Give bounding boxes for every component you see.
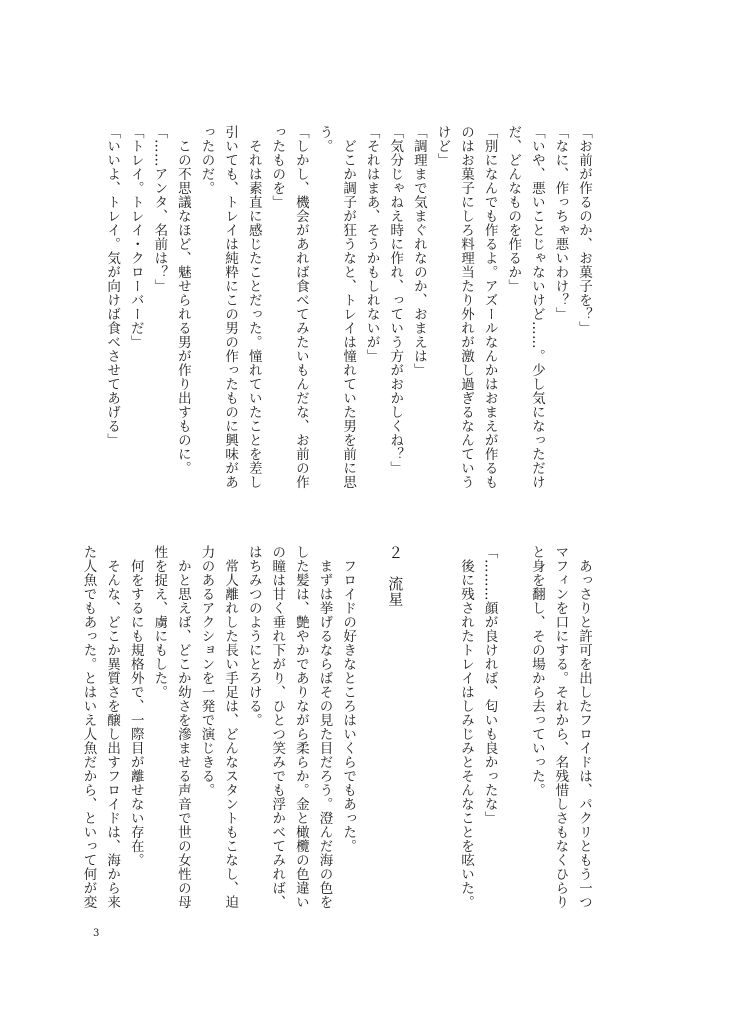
text-line: 常人離れした長い手足は、どんなスタントもこなし、迫	[222, 545, 239, 909]
section-heading: ２ 流星	[386, 545, 405, 607]
text-line: 後に残されたトレイはしみじみとそんなことを呟いた。	[458, 545, 475, 909]
text-line: あっさりと許可を出したフロイドは、パクリともう一つ	[576, 545, 592, 909]
text-line	[359, 545, 383, 900]
text-line: どこか調子が狂うなと、トレイは憧れていた男を前に思	[340, 125, 357, 489]
text-line: 「トレイ。トレイ・クローバーだ」	[127, 125, 144, 349]
text-line: 「別になんでも作るよ。アズールなんかはおまえが作るも	[481, 125, 498, 489]
text-line: う。	[316, 125, 333, 153]
text-line: の瞳は甘く垂れ下がり、ひとつ笑みでも浮かべてみれば、	[269, 545, 286, 909]
text-line: 「お前が作るのか、お菓子を？」	[576, 125, 592, 335]
text-line: ったものを」	[269, 125, 286, 209]
text-line: フロイドの好きなところはいくらでもあった。	[340, 545, 357, 853]
text-line: 「いや、悪いことじゃないけど……。少し気になっただけ	[528, 125, 545, 489]
text-line: だ、どんなものを作るか」	[505, 125, 522, 293]
text-line: 「調理まで気まぐれなのか、おまえは」	[410, 125, 427, 377]
text-line: 「いいよ、トレイ。気が向けば食べさせてあげる」	[104, 125, 121, 447]
text-line: 「……アンタ、名前は？」	[151, 125, 168, 293]
text-line: そんな、どこか異質さを醸し出すフロイドは、海から来	[104, 545, 121, 909]
text-block-top	[100, 125, 595, 489]
text-line	[430, 545, 454, 900]
page-number: 3	[93, 928, 100, 939]
text-line: と身を翻し、その場から去っていった。	[528, 545, 545, 797]
text-block-bottom	[76, 545, 595, 909]
text-line: 何をするにも規格外で、一際目が離せない存在。	[127, 545, 144, 867]
text-line: この不思議なほど、魅せられる男が作り出すものに。	[174, 125, 191, 475]
text-line	[501, 545, 525, 900]
text-line: まずは挙げるならばその見た目だろう。澄んだ海の色を	[316, 545, 333, 909]
text-line: 「しかし、機会があれば食べてみたいもんだな、お前の作	[292, 125, 309, 489]
text-line: マフィンを口にする。それから、名残惜しさもなくひらり	[552, 545, 569, 909]
text-line	[406, 545, 430, 900]
text-line: 力のあるアクションを一発で演じきる。	[198, 545, 215, 797]
text-line: けど」	[434, 125, 451, 167]
text-line: 引いても、トレイは純粋にこの男の作ったものに興味があ	[222, 125, 239, 489]
text-line: 「それはまあ、そうかもしれないが」	[363, 125, 380, 363]
text-line: 「気分じゃねえ時に作れ、っていう方がおかしくね？」	[387, 125, 404, 475]
text-line: 「………顔が良ければ、匂いも良かったな」	[481, 545, 498, 825]
text-line: かと思えば、どこか幼さを滲ませる声音で世の女性の母	[174, 545, 191, 909]
text-line: ったのだ。	[198, 125, 215, 195]
text-line: た人魚でもあった。とはいえ人魚だから、といって何が変	[80, 545, 97, 909]
text-line: 性を捉え、虜にもした。	[151, 545, 168, 699]
text-line: した髪は、艶やかでありながら柔らか。金と橄欖の色違い	[292, 545, 309, 909]
text-line: はちみつのようにとろける。	[245, 545, 262, 727]
text-line: のはお菓子にしろ料理当たり外れが激し過ぎるなんていう	[458, 125, 475, 489]
text-line: 「なに、作っちゃ悪いわけ？」	[552, 125, 569, 321]
text-line: それは素直に感じたことだった。憧れていたことを差し	[245, 125, 262, 489]
